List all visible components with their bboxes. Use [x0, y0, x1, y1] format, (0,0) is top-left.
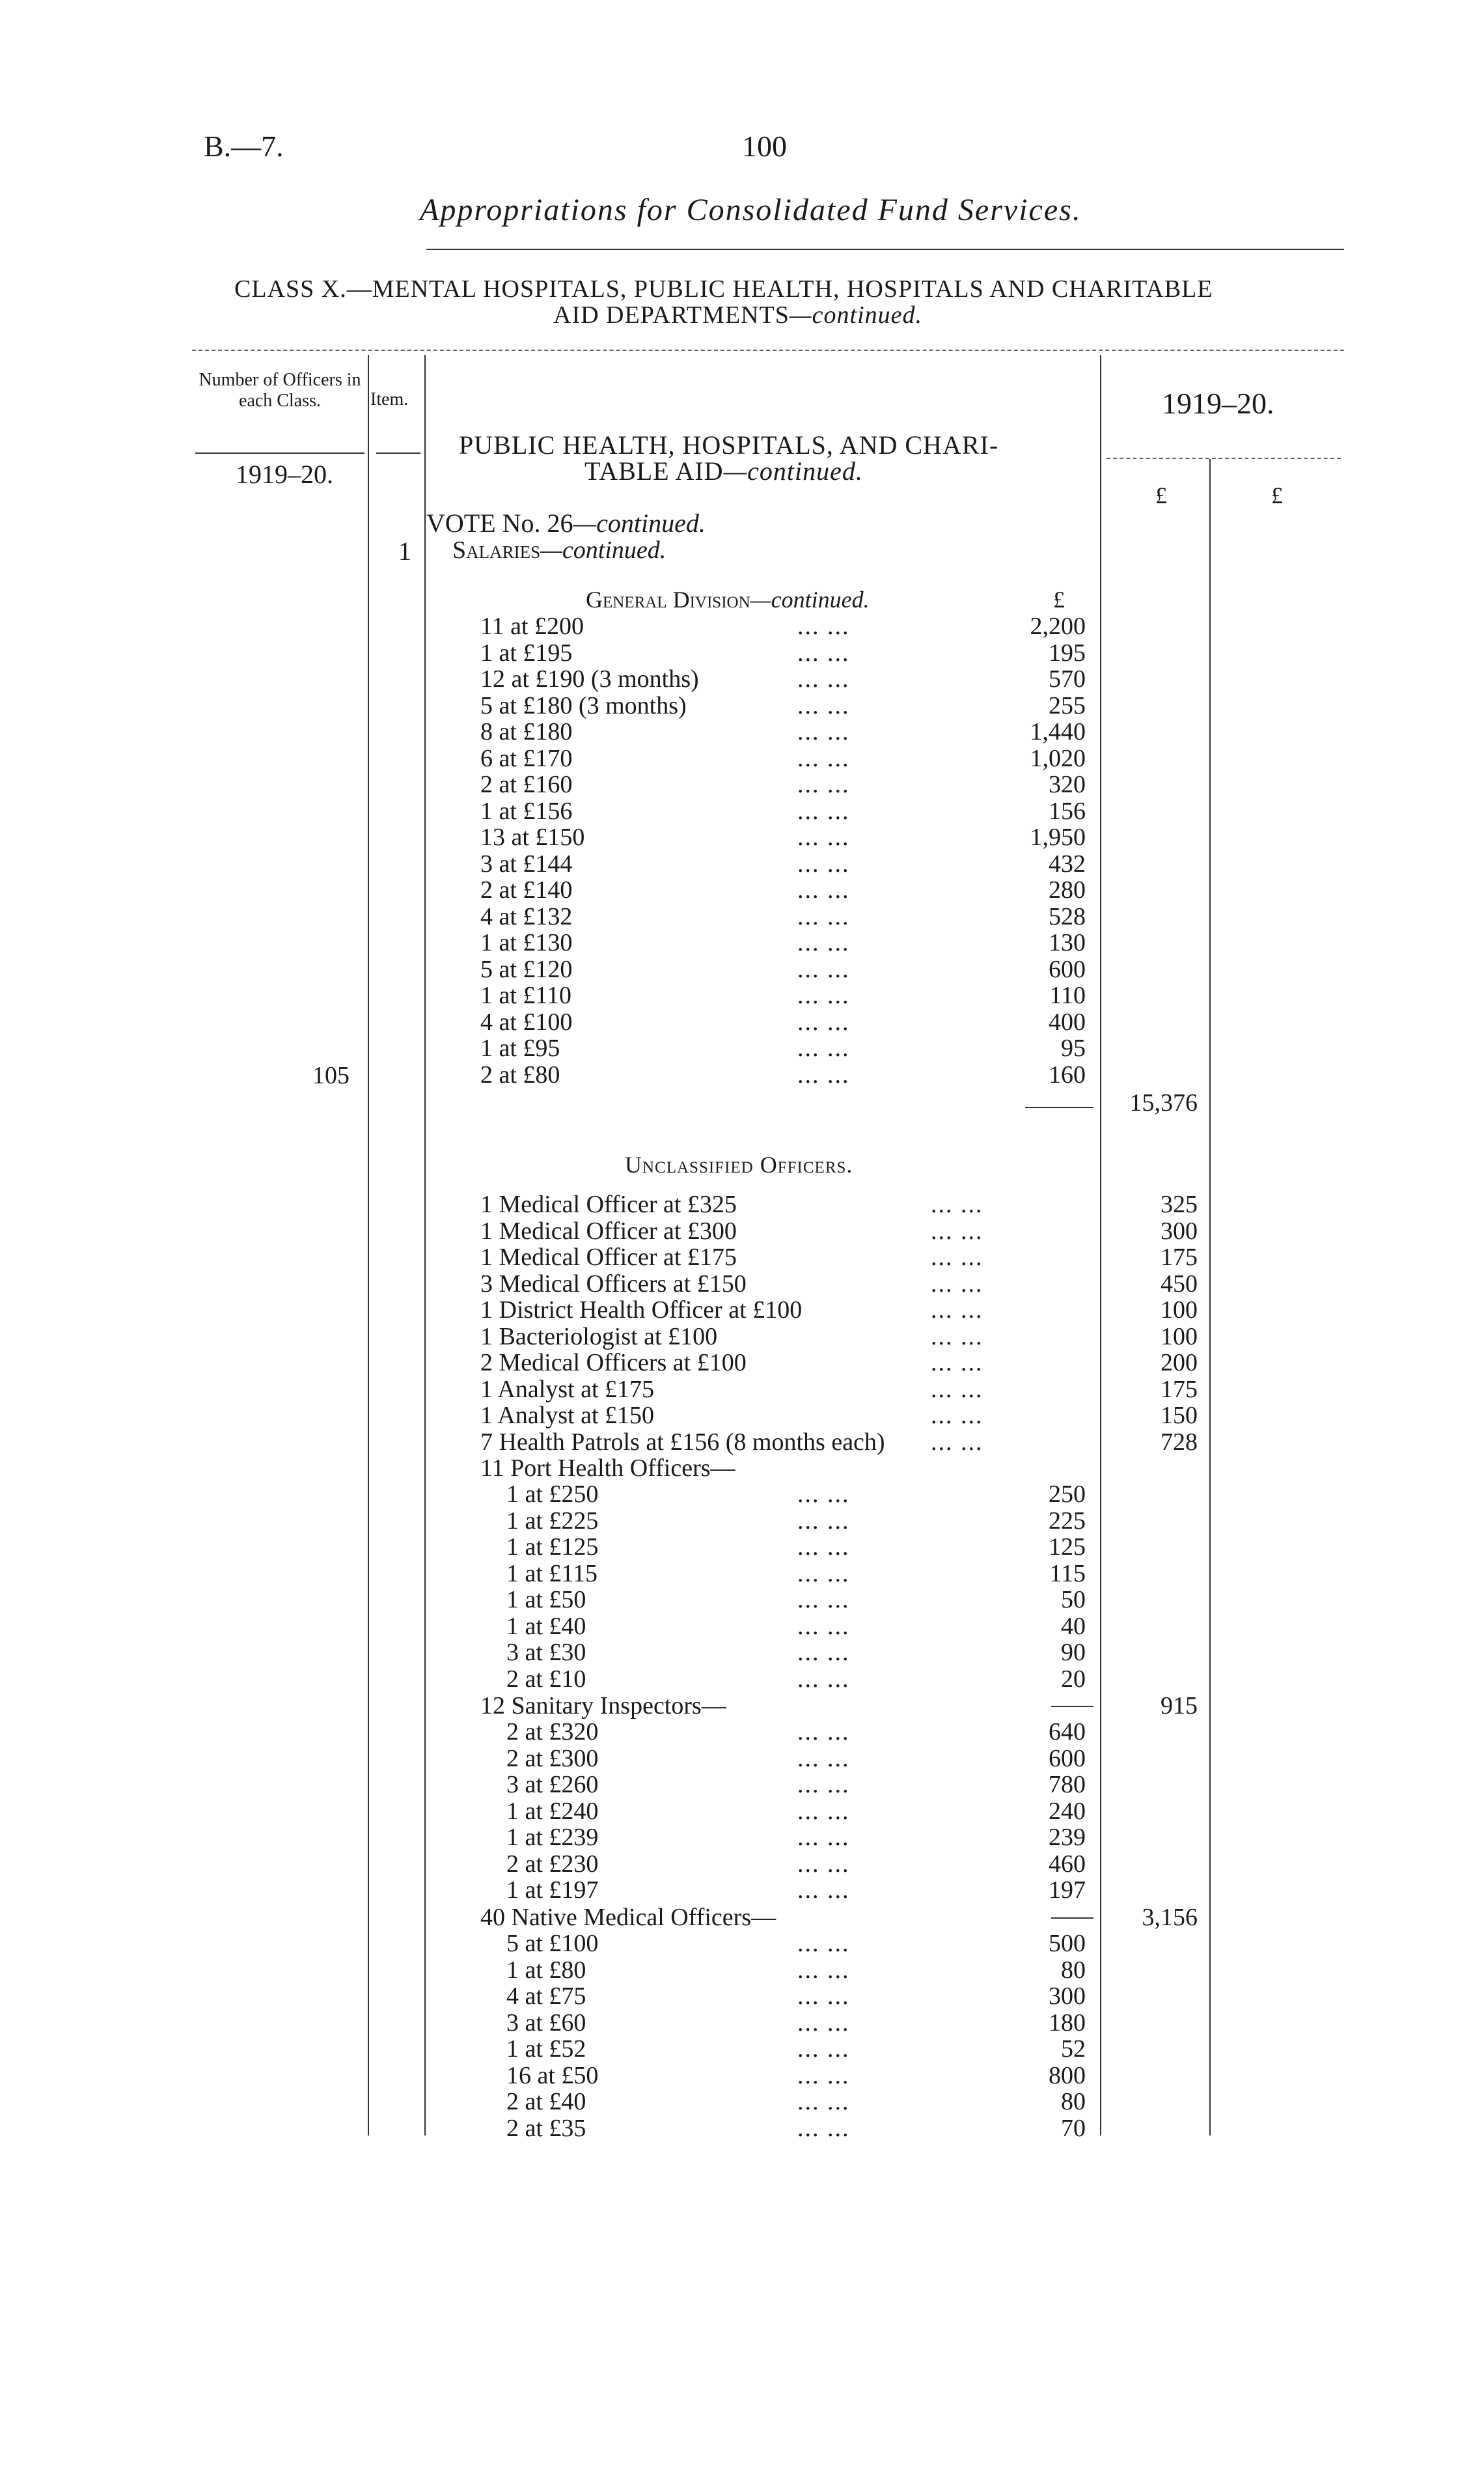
native-medical-row-amount: 70 — [1061, 2114, 1086, 2142]
general-division-row-leader-dots: ... ... — [797, 771, 850, 798]
sanitary-row-leader-dots: ... ... — [797, 1824, 850, 1851]
general-division-row-label: 5 at £180 (3 months) — [480, 691, 687, 719]
general-division-cont: —continued. — [750, 587, 870, 613]
port-health-row-amount: 250 — [1049, 1481, 1086, 1508]
general-division-row-leader-dots: ... ... — [797, 876, 850, 904]
native-medical-row-leader-dots: ... ... — [797, 1956, 850, 1984]
sanitary-row-leader-dots: ... ... — [797, 1850, 850, 1878]
sanitary-row-amount: 600 — [1049, 1744, 1086, 1772]
sanitary-row-label: 1 at £197 — [506, 1876, 599, 1904]
unclassified-heading: Unclassified Officers. — [625, 1152, 853, 1178]
general-division-row-amount: 528 — [1049, 902, 1086, 930]
general-division-row-leader-dots: ... ... — [797, 691, 850, 719]
general-division-total: 15,376 — [1129, 1089, 1198, 1117]
pound-sign-col2: £ — [1271, 482, 1283, 508]
native-medical-row-label: 3 at £60 — [506, 2009, 586, 2037]
native-medical-row-leader-dots: ... ... — [797, 2114, 850, 2142]
native-medical-row-leader-dots: ... ... — [797, 2061, 850, 2089]
unclassified-row-amount: 300 — [1161, 1217, 1198, 1245]
item-col-left-border — [368, 355, 369, 2135]
general-division-row-amount: 130 — [1049, 929, 1086, 956]
port-health-row-label: 3 at £30 — [506, 1639, 586, 1666]
unclassified-row-label: 1 Medical Officer at £175 — [480, 1244, 737, 1271]
general-division-row-label: 4 at £100 — [480, 1008, 573, 1036]
native-medical-row-amount: 80 — [1061, 1956, 1086, 1984]
general-division-row-label: 2 at £140 — [480, 876, 573, 904]
unclassified-row-label: 1 Medical Officer at £325 — [480, 1191, 737, 1218]
native-medical-row-amount: 80 — [1061, 2088, 1086, 2115]
sanitary-row-leader-dots: ... ... — [797, 1771, 850, 1798]
general-division-row-amount: 1,950 — [1030, 824, 1086, 851]
general-division-row-amount: 255 — [1049, 691, 1086, 719]
page-number: 100 — [742, 130, 787, 163]
page-ref: B.—7. — [204, 130, 284, 163]
unclassified-row-leader-dots: ... ... — [931, 1217, 983, 1245]
unclassified-row-leader-dots: ... ... — [931, 1402, 983, 1429]
general-division-row-leader-dots: ... ... — [797, 1035, 850, 1062]
general-division-row-leader-dots: ... ... — [797, 929, 850, 956]
section-heading-line1: PUBLIC HEALTH, HOSPITALS, AND CHARI- — [459, 430, 999, 460]
vote-cont: —continued. — [573, 508, 706, 538]
page-title: Appropriations for Consolidated Fund Services. — [420, 193, 1082, 227]
unclassified-row-amount: 100 — [1161, 1322, 1198, 1350]
unclassified-row-leader-dots: ... ... — [931, 1244, 983, 1271]
general-division-row-amount: 320 — [1049, 771, 1086, 798]
title-rule — [426, 249, 1344, 250]
general-division-row-leader-dots: ... ... — [797, 850, 850, 878]
port-health-row-leader-dots: ... ... — [797, 1533, 850, 1561]
sanitary-row-label: 3 at £260 — [506, 1771, 599, 1798]
native-medical-row-leader-dots: ... ... — [797, 1982, 850, 2010]
general-division-row-amount: 570 — [1049, 665, 1086, 693]
native-medical-row-label: 2 at £35 — [506, 2114, 586, 2142]
general-division-row-label: 4 at £132 — [480, 902, 573, 930]
native-medical-row-amount: 800 — [1049, 2061, 1086, 2089]
general-division-row-amount: 400 — [1049, 1008, 1086, 1036]
native-medical-row-label: 4 at £75 — [506, 1982, 586, 2010]
general-division-row-label: 8 at £180 — [480, 718, 573, 745]
class-heading-main: AID DEPARTMENTS — [553, 301, 790, 329]
native-medical-row-leader-dots: ... ... — [797, 2088, 850, 2115]
port-health-row-label: 1 at £250 — [506, 1481, 599, 1508]
port-health-row-leader-dots: ... ... — [797, 1507, 850, 1535]
general-division-main: General Division — [586, 587, 750, 613]
general-division-row-amount: 110 — [1049, 982, 1086, 1009]
port-health-row-amount: 225 — [1049, 1507, 1086, 1535]
general-division-row-leader-dots: ... ... — [797, 797, 850, 825]
general-division-row-label: 5 at £120 — [480, 955, 573, 983]
general-division-row-leader-dots: ... ... — [797, 639, 850, 667]
general-division-row-amount: 280 — [1049, 876, 1086, 904]
unclassified-row-leader-dots: ... ... — [931, 1191, 983, 1218]
native-medical-row-label: 16 at £50 — [506, 2061, 599, 2089]
port-health-row-amount: 125 — [1049, 1533, 1086, 1561]
port-health-row-label: 2 at £10 — [506, 1665, 586, 1693]
section-heading-main: TABLE AID — [584, 456, 724, 486]
port-health-heading: 11 Port Health Officers— — [480, 1454, 735, 1482]
general-division-row-leader-dots: ... ... — [797, 665, 850, 693]
general-division-row-label: 1 at £195 — [480, 639, 573, 667]
general-division-row-amount: 95 — [1061, 1035, 1086, 1062]
general-division-row-amount: 1,020 — [1030, 744, 1086, 772]
general-division-row-amount: 195 — [1049, 639, 1086, 667]
salaries-cont: —continued. — [540, 536, 666, 564]
unclassified-row-amount: 175 — [1161, 1244, 1198, 1271]
year-right-label: 1919–20. — [1162, 387, 1274, 420]
section-heading-cont: —continued. — [723, 456, 863, 486]
port-health-row-leader-dots: ... ... — [797, 1481, 850, 1508]
native-medical-heading: 40 Native Medical Officers— — [480, 1904, 776, 1931]
general-division-heading — [586, 586, 870, 613]
general-division-row-leader-dots: ... ... — [797, 613, 850, 640]
port-health-row-leader-dots: ... ... — [797, 1559, 850, 1587]
sanitary-row-leader-dots: ... ... — [797, 1797, 850, 1825]
native-medical-row-label: 2 at £40 — [506, 2088, 586, 2115]
unclassified-row-label: 7 Health Patrols at £156 (8 months each) — [480, 1428, 885, 1456]
sanitary-row-label: 2 at £230 — [506, 1850, 599, 1878]
sanitary-row-amount: 640 — [1049, 1718, 1086, 1746]
class-heading-line1: CLASS X.—MENTAL HOSPITALS, PUBLIC HEALTH, HOSPITALS AND CHARITABLE — [234, 275, 1213, 303]
general-division-row-amount: 432 — [1049, 850, 1086, 878]
port-health-row-label: 1 at £125 — [506, 1533, 599, 1561]
unclassified-row-amount: 728 — [1161, 1428, 1198, 1456]
sanitary-row-label: 2 at £320 — [506, 1718, 599, 1746]
port-health-row-amount: 115 — [1049, 1559, 1086, 1587]
port-health-row-leader-dots: ... ... — [797, 1639, 850, 1666]
unclassified-row-leader-dots: ... ... — [931, 1428, 983, 1456]
desc-col-right-border — [1100, 355, 1101, 2135]
item-number: 1 — [398, 536, 411, 566]
native-medical-row-leader-dots: ... ... — [797, 2035, 850, 2063]
class-heading-cont: —continued. — [789, 301, 922, 329]
general-division-row-amount: 160 — [1049, 1061, 1086, 1089]
sanitary-row-label: 1 at £239 — [506, 1824, 599, 1851]
unclassified-row-amount: 200 — [1161, 1349, 1198, 1376]
native-medical-row-label: 1 at £80 — [506, 1956, 586, 1984]
unclassified-row-amount: 150 — [1161, 1402, 1198, 1429]
item-header-rule — [376, 452, 420, 454]
general-division-row-amount: 156 — [1049, 797, 1086, 825]
salaries-main: Salaries — [452, 536, 541, 564]
officers-col-header: Number of Officers in each Class. — [199, 370, 361, 411]
sanitary-row-leader-dots: ... ... — [797, 1744, 850, 1772]
general-division-row-label: 2 at £160 — [480, 771, 573, 798]
general-division-row-amount: 600 — [1049, 955, 1086, 983]
sanitary-row-amount: 780 — [1049, 1771, 1086, 1798]
port-health-row-label: 1 at £40 — [506, 1612, 586, 1640]
general-division-officer-count: 105 — [312, 1062, 350, 1089]
general-division-row-leader-dots: ... ... — [797, 718, 850, 745]
port-health-row-amount: 20 — [1061, 1665, 1086, 1693]
sanitary-row-amount: 240 — [1049, 1797, 1086, 1825]
sanitary-row-label: 2 at £300 — [506, 1744, 599, 1772]
table-top-rule — [192, 350, 1344, 351]
general-division-row-leader-dots: ... ... — [797, 1008, 850, 1036]
sanitary-total-rule — [1051, 1917, 1093, 1919]
unclassified-row-leader-dots: ... ... — [931, 1296, 983, 1324]
unclassified-row-label: 3 Medical Officers at £150 — [480, 1270, 747, 1298]
native-medical-row-amount: 180 — [1049, 2009, 1086, 2037]
year-right-rule — [1106, 458, 1341, 459]
section-heading-line2 — [584, 456, 863, 486]
native-medical-row-amount: 300 — [1049, 1982, 1086, 2010]
general-division-row-label: 1 at £110 — [480, 982, 572, 1009]
desc-col-left-border — [424, 355, 426, 2135]
native-medical-row-leader-dots: ... ... — [797, 1930, 850, 1957]
sanitary-heading: 12 Sanitary Inspectors— — [480, 1692, 726, 1719]
unclassified-row-label: 1 Bacteriologist at £100 — [480, 1322, 718, 1350]
general-division-row-leader-dots: ... ... — [797, 824, 850, 851]
port-health-row-label: 1 at £225 — [506, 1507, 599, 1535]
general-division-row-label: 1 at £130 — [480, 929, 573, 956]
unclassified-row-amount: 325 — [1161, 1191, 1198, 1218]
unclassified-row-label: 1 Analyst at £150 — [480, 1402, 655, 1429]
sanitary-row-label: 1 at £240 — [506, 1797, 599, 1825]
port-health-row-label: 1 at £50 — [506, 1586, 586, 1613]
sanitary-row-amount: 197 — [1049, 1876, 1086, 1904]
unclassified-row-label: 1 Medical Officer at £300 — [480, 1217, 737, 1245]
port-health-total: 915 — [1161, 1692, 1198, 1719]
unclassified-row-label: 1 District Health Officer at £100 — [480, 1296, 803, 1324]
unclassified-row-amount: 100 — [1161, 1296, 1198, 1324]
port-health-total-rule — [1051, 1706, 1093, 1707]
amount-col-divider — [1209, 459, 1211, 2135]
general-division-row-label: 11 at £200 — [480, 613, 584, 640]
general-division-total-rule — [1025, 1107, 1093, 1108]
unclassified-row-label: 2 Medical Officers at £100 — [480, 1349, 747, 1376]
native-medical-row-label: 1 at £52 — [506, 2035, 586, 2063]
general-division-row-label: 1 at £156 — [480, 797, 573, 825]
year-left-label: 1919–20. — [236, 460, 333, 489]
port-health-row-amount: 50 — [1061, 1586, 1086, 1613]
unclassified-row-leader-dots: ... ... — [931, 1270, 983, 1298]
class-heading-line2 — [553, 301, 922, 329]
general-division-row-label: 6 at £170 — [480, 744, 573, 772]
general-division-row-label: 1 at £95 — [480, 1035, 560, 1062]
unclassified-row-amount: 450 — [1161, 1270, 1198, 1298]
native-medical-row-amount: 500 — [1049, 1930, 1086, 1957]
pound-sign-col1: £ — [1155, 482, 1167, 508]
sanitary-row-amount: 239 — [1049, 1824, 1086, 1851]
port-health-row-leader-dots: ... ... — [797, 1665, 850, 1693]
port-health-row-amount: 90 — [1061, 1639, 1086, 1666]
port-health-row-label: 1 at £115 — [506, 1559, 598, 1587]
sanitary-row-amount: 460 — [1049, 1850, 1086, 1878]
sanitary-total: 3,156 — [1142, 1904, 1198, 1931]
general-division-row-amount: 1,440 — [1030, 718, 1086, 745]
general-division-row-leader-dots: ... ... — [797, 744, 850, 772]
unclassified-row-amount: 175 — [1161, 1375, 1198, 1403]
general-division-row-leader-dots: ... ... — [797, 1061, 850, 1089]
port-health-row-leader-dots: ... ... — [797, 1612, 850, 1640]
native-medical-row-label: 5 at £100 — [506, 1930, 599, 1957]
unclassified-row-label: 1 Analyst at £175 — [480, 1375, 655, 1403]
item-col-header: Item. — [370, 389, 409, 410]
general-division-row-leader-dots: ... ... — [797, 982, 850, 1009]
officers-header-rule — [195, 452, 364, 454]
unclassified-row-leader-dots: ... ... — [931, 1322, 983, 1350]
general-division-row-label: 12 at £190 (3 months) — [480, 665, 699, 693]
vote-main: VOTE No. 26 — [426, 508, 573, 538]
general-division-row-label: 13 at £150 — [480, 824, 585, 851]
general-division-pound: £ — [1053, 587, 1065, 613]
vote-heading — [426, 508, 706, 538]
general-division-row-label: 3 at £144 — [480, 850, 573, 878]
general-division-row-leader-dots: ... ... — [797, 955, 850, 983]
unclassified-row-leader-dots: ... ... — [931, 1375, 983, 1403]
native-medical-row-amount: 52 — [1061, 2035, 1086, 2063]
unclassified-row-leader-dots: ... ... — [931, 1349, 983, 1376]
native-medical-row-leader-dots: ... ... — [797, 2009, 850, 2037]
sanitary-row-leader-dots: ... ... — [797, 1718, 850, 1746]
salaries-heading — [452, 536, 666, 564]
general-division-row-leader-dots: ... ... — [797, 902, 850, 930]
sanitary-row-leader-dots: ... ... — [797, 1876, 850, 1904]
port-health-row-leader-dots: ... ... — [797, 1586, 850, 1613]
general-division-row-amount: 2,200 — [1030, 613, 1086, 640]
port-health-row-amount: 40 — [1061, 1612, 1086, 1640]
general-division-row-label: 2 at £80 — [480, 1061, 560, 1089]
